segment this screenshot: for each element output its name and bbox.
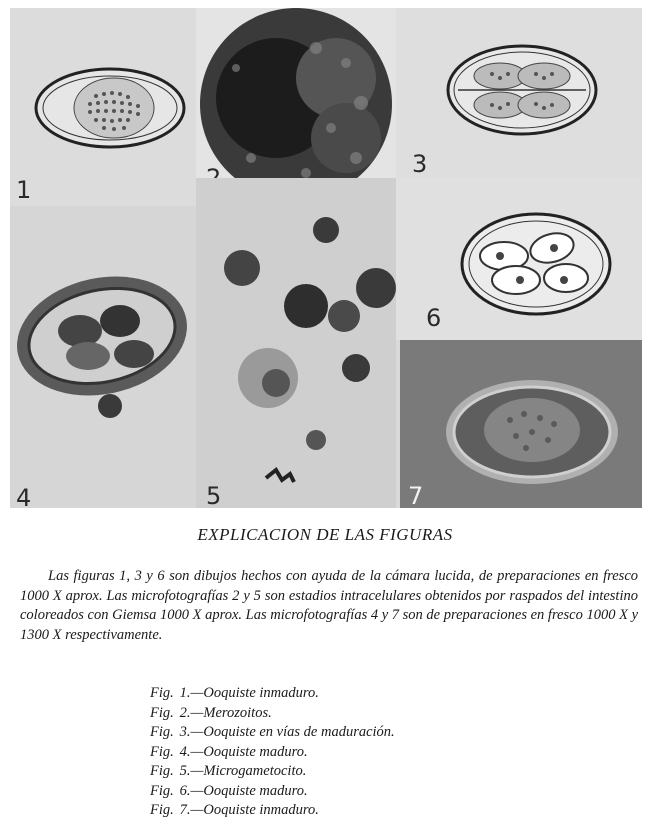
panel-4-micrograph xyxy=(10,206,196,508)
legend-item: Fig. 6.—Ooquiste maduro. xyxy=(150,782,308,799)
panel-3-number: 3 xyxy=(412,150,428,178)
immature-oocyst-micrograph xyxy=(400,340,642,508)
panel-1-number: 1 xyxy=(16,176,32,204)
figure-explanation-heading: EXPLICACION DE LAS FIGURAS xyxy=(197,525,453,544)
figure-legend-list xyxy=(150,684,570,821)
panel-6-number: 6 xyxy=(426,304,442,332)
panel-4-number: 4 xyxy=(16,484,32,508)
legend-item: Fig. 5.—Microgametocito. xyxy=(150,763,307,779)
panel-2-micrograph xyxy=(196,8,396,206)
figure-explanation-paragraph: Las figuras 1, 3 y 6 son dibujos hechos con ayuda de la cámara lucida, de preparaciones en fresco 1000 X aprox. Las microfotografías 2 y 5 son estadios intracelulares obtenidos por raspados del intestino coloreados con Giemsa 1000 X aprox. Las microfotografías 4 y 7 son de preparaciones en fresco 1000 X y 1300 X respectivamente. xyxy=(20,568,638,643)
legend-item: Fig. 3.—Ooquiste en vías de maduración. xyxy=(150,724,395,740)
legend-item: Fig. 7.—Ooquiste inmaduro. xyxy=(150,802,319,818)
oocyst-drawing-1 xyxy=(10,8,196,206)
panel-1-drawing xyxy=(10,8,196,206)
legend-item: Fig. 2.—Merozoitos. xyxy=(150,704,272,721)
legend-item: Fig. 1.—Ooquiste inmaduro. xyxy=(150,685,319,701)
merozoites-micrograph xyxy=(196,8,396,206)
oocyst-drawing-3 xyxy=(396,8,642,178)
panel-5-micrograph xyxy=(196,178,396,508)
figure-plate xyxy=(10,8,642,508)
panel-7-number: 7 xyxy=(408,482,424,508)
mature-oocyst-micrograph xyxy=(10,206,196,508)
panel-3-drawing xyxy=(396,8,642,178)
microgametocyte-micrograph xyxy=(196,178,396,508)
panel-6-drawing xyxy=(396,178,642,340)
panel-7-micrograph xyxy=(400,340,642,508)
legend-item: Fig. 4.—Ooquiste maduro. xyxy=(150,743,308,760)
panel-5-number: 5 xyxy=(206,482,222,508)
